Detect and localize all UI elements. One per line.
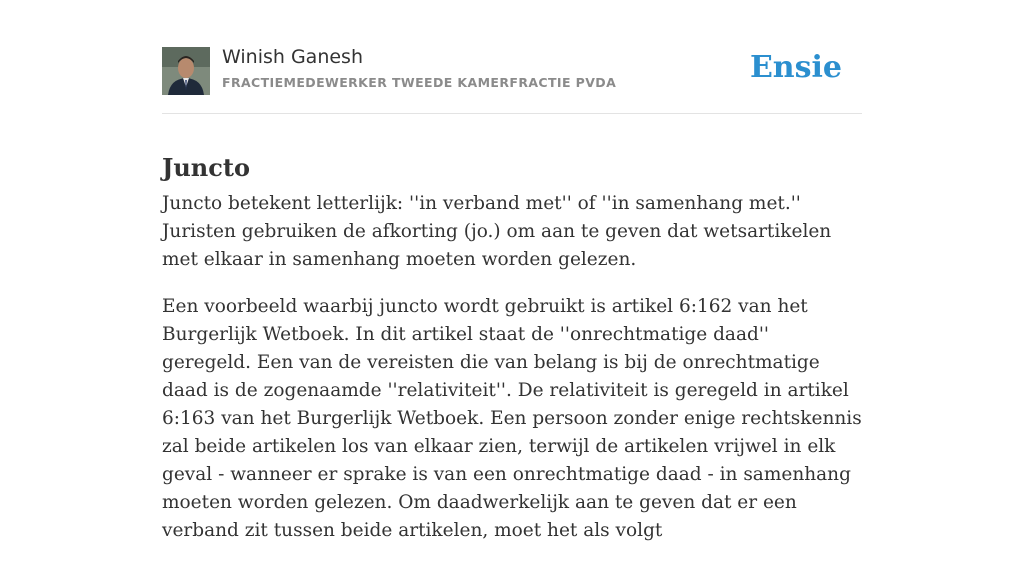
- ensie-logo[interactable]: Ensie: [749, 50, 842, 85]
- article-title: Juncto: [162, 153, 250, 183]
- article-body: [162, 190, 862, 564]
- article-container: [162, 0, 862, 541]
- avatar[interactable]: [162, 47, 210, 95]
- article-paragraph: Een voorbeeld waarbij juncto wordt gebruikt is artikel 6:162 van het Burgerlijk Wetboek. In dit artikel staat de ''onrechtmatige daad'' geregeld. Een van de vereisten die van belang is bij de onrechtmatige daad is de zogenaamde ''relativiteit''. De relativiteit is geregeld in artikel 6:163 van het Burgerlijk Wetboek. Een persoon zonder enige rechtskennis zal beide artikelen los van elkaar zien, terwijl de artikelen vrijwel in elk geval - wanneer er sprake is van een onrechtmatige daad - in samenhang moeten worden gelezen. Om daadwerkelijk aan te geven dat er een verband zit tussen beide artikelen, moet het als volgt: [162, 296, 862, 541]
- avatar-photo: [162, 47, 210, 95]
- article-header: [162, 0, 862, 114]
- author-role: FRACTIEMEDEWERKER TWEEDE KAMERFRACTIE PVDA: [222, 75, 617, 90]
- author-name[interactable]: Winish Ganesh: [222, 46, 363, 68]
- article-paragraph: Juncto betekent letterlijk: ''in verband met'' of ''in samenhang met.'' Juristen gebruiken de afkorting (jo.) om aan te geven dat wetsartikelen met elkaar in samenhang moeten worden gelezen.: [162, 193, 832, 270]
